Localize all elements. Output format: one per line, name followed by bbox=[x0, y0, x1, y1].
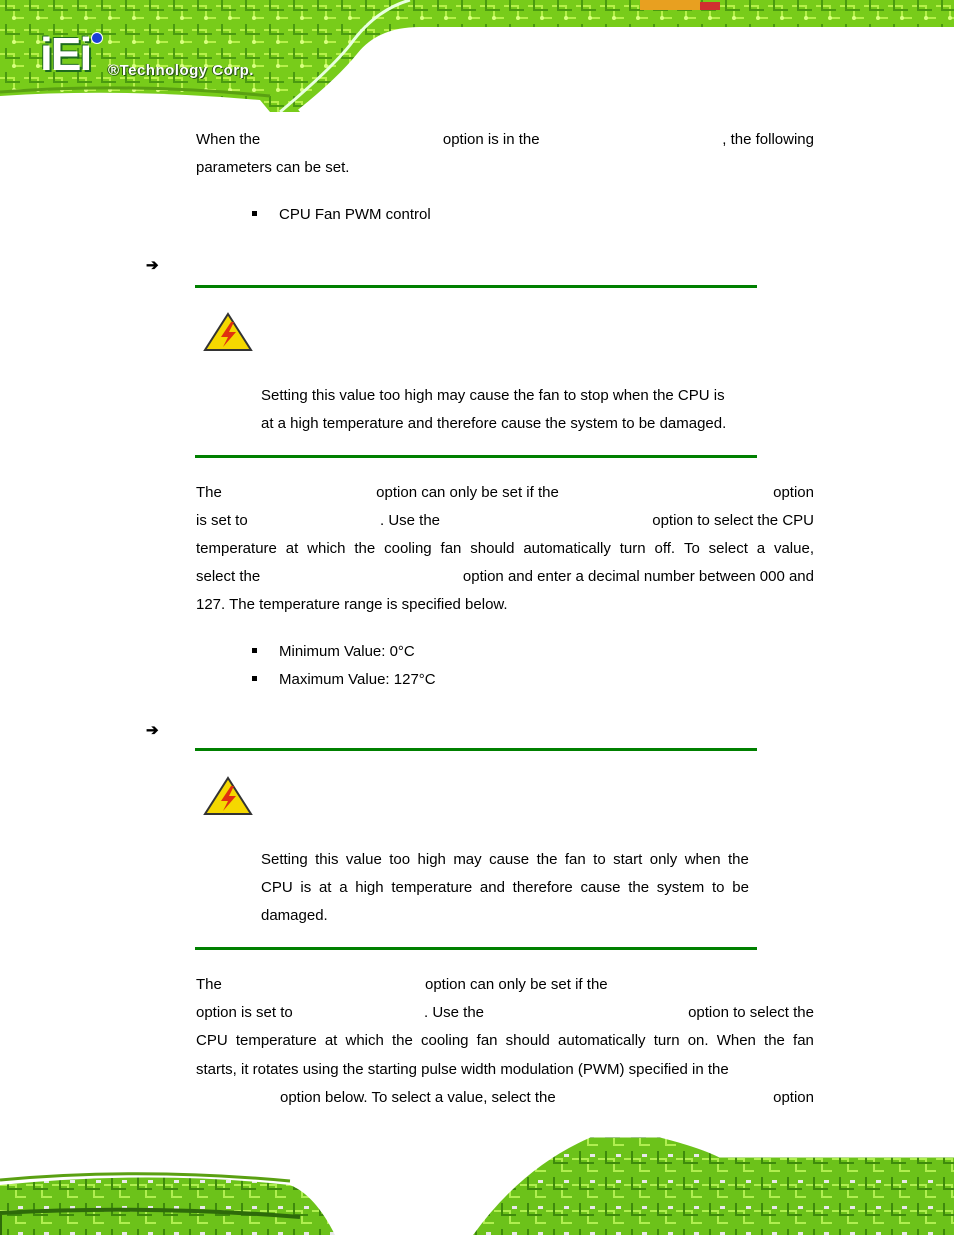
circuit-board-banner bbox=[0, 0, 954, 112]
text-segment: When the bbox=[196, 131, 261, 148]
paragraph-1-line-1 bbox=[196, 126, 814, 154]
warning-line: damaged. bbox=[261, 907, 328, 924]
text-segment: option can only be set if the bbox=[376, 484, 559, 501]
warning-line: at a high temperature and therefore cause the system to be damaged. bbox=[261, 415, 727, 432]
warning-icon bbox=[203, 776, 253, 816]
circuit-board-footer bbox=[0, 1125, 954, 1235]
bullet-text: Maximum Value: 127°C bbox=[279, 671, 436, 688]
text-segment: option to select the CPU bbox=[652, 512, 814, 529]
page-header-banner bbox=[0, 0, 954, 112]
logo-dot bbox=[91, 32, 103, 44]
text-segment: . Use the bbox=[380, 512, 441, 529]
paragraph-2-line-5: 127. The temperature range is specified below. bbox=[196, 596, 508, 613]
text-segment: option is set to bbox=[196, 1004, 293, 1021]
warning-icon bbox=[203, 312, 253, 352]
text-segment: select the bbox=[196, 568, 261, 585]
text-segment: option bbox=[773, 1089, 814, 1106]
bullet-item bbox=[252, 201, 431, 229]
logo-text: ®Technology Corp. bbox=[108, 62, 254, 79]
bullet-text: CPU Fan PWM control bbox=[279, 206, 431, 223]
page-footer-banner bbox=[0, 1125, 954, 1235]
arrow-right-icon: ➔ bbox=[146, 722, 159, 739]
paragraph-2-line-1 bbox=[196, 479, 814, 507]
bullet-item bbox=[252, 638, 415, 666]
bullet-square-icon bbox=[252, 648, 257, 653]
paragraph-3-line-4: starts, it rotates using the starting pulse width modulation (PWM) specified in the bbox=[196, 1061, 729, 1078]
warning-bottom-rule bbox=[195, 455, 757, 458]
text-segment: option below. To select a value, select the bbox=[280, 1089, 556, 1106]
warning-line: Setting this value too high may cause the fan to start only when the bbox=[261, 851, 749, 868]
warning-top-rule bbox=[195, 748, 757, 751]
warning-2-text bbox=[261, 846, 749, 930]
bullet-square-icon bbox=[252, 211, 257, 216]
text-segment: option to select the bbox=[688, 1004, 814, 1021]
logo-mark: iEi bbox=[40, 28, 91, 80]
text-segment: option is in the bbox=[442, 131, 540, 148]
text-segment: option can only be set if the bbox=[425, 976, 608, 993]
arrow-right-icon: ➔ bbox=[146, 257, 159, 274]
paragraph-1-line-2: parameters can be set. bbox=[196, 159, 350, 176]
text-segment: . Use the bbox=[424, 1004, 485, 1021]
bullet-text: Minimum Value: 0°C bbox=[279, 643, 415, 660]
text-segment: The bbox=[196, 484, 222, 501]
text-segment: The bbox=[196, 976, 222, 993]
warning-bottom-rule bbox=[195, 947, 757, 950]
paragraph-2-line-3: temperature at which the cooling fan should automatically turn off. To select a value, bbox=[196, 540, 814, 557]
text-segment: is set to bbox=[196, 512, 248, 529]
text-segment: , the following bbox=[722, 131, 814, 148]
bullet-item bbox=[252, 666, 436, 694]
bullet-square-icon bbox=[252, 676, 257, 681]
text-segment: option bbox=[773, 484, 814, 501]
paragraph-3-line-3: CPU temperature at which the cooling fan should automatically turn on. When the fan bbox=[196, 1032, 814, 1049]
warning-line: Setting this value too high may cause the fan to stop when the CPU is bbox=[261, 387, 725, 404]
warning-1-text bbox=[261, 382, 749, 438]
warning-top-rule bbox=[195, 285, 757, 288]
text-segment: option and enter a decimal number between 000 and bbox=[462, 568, 814, 585]
warning-line: CPU is at a high temperature and therefore cause the system to be bbox=[261, 879, 749, 896]
